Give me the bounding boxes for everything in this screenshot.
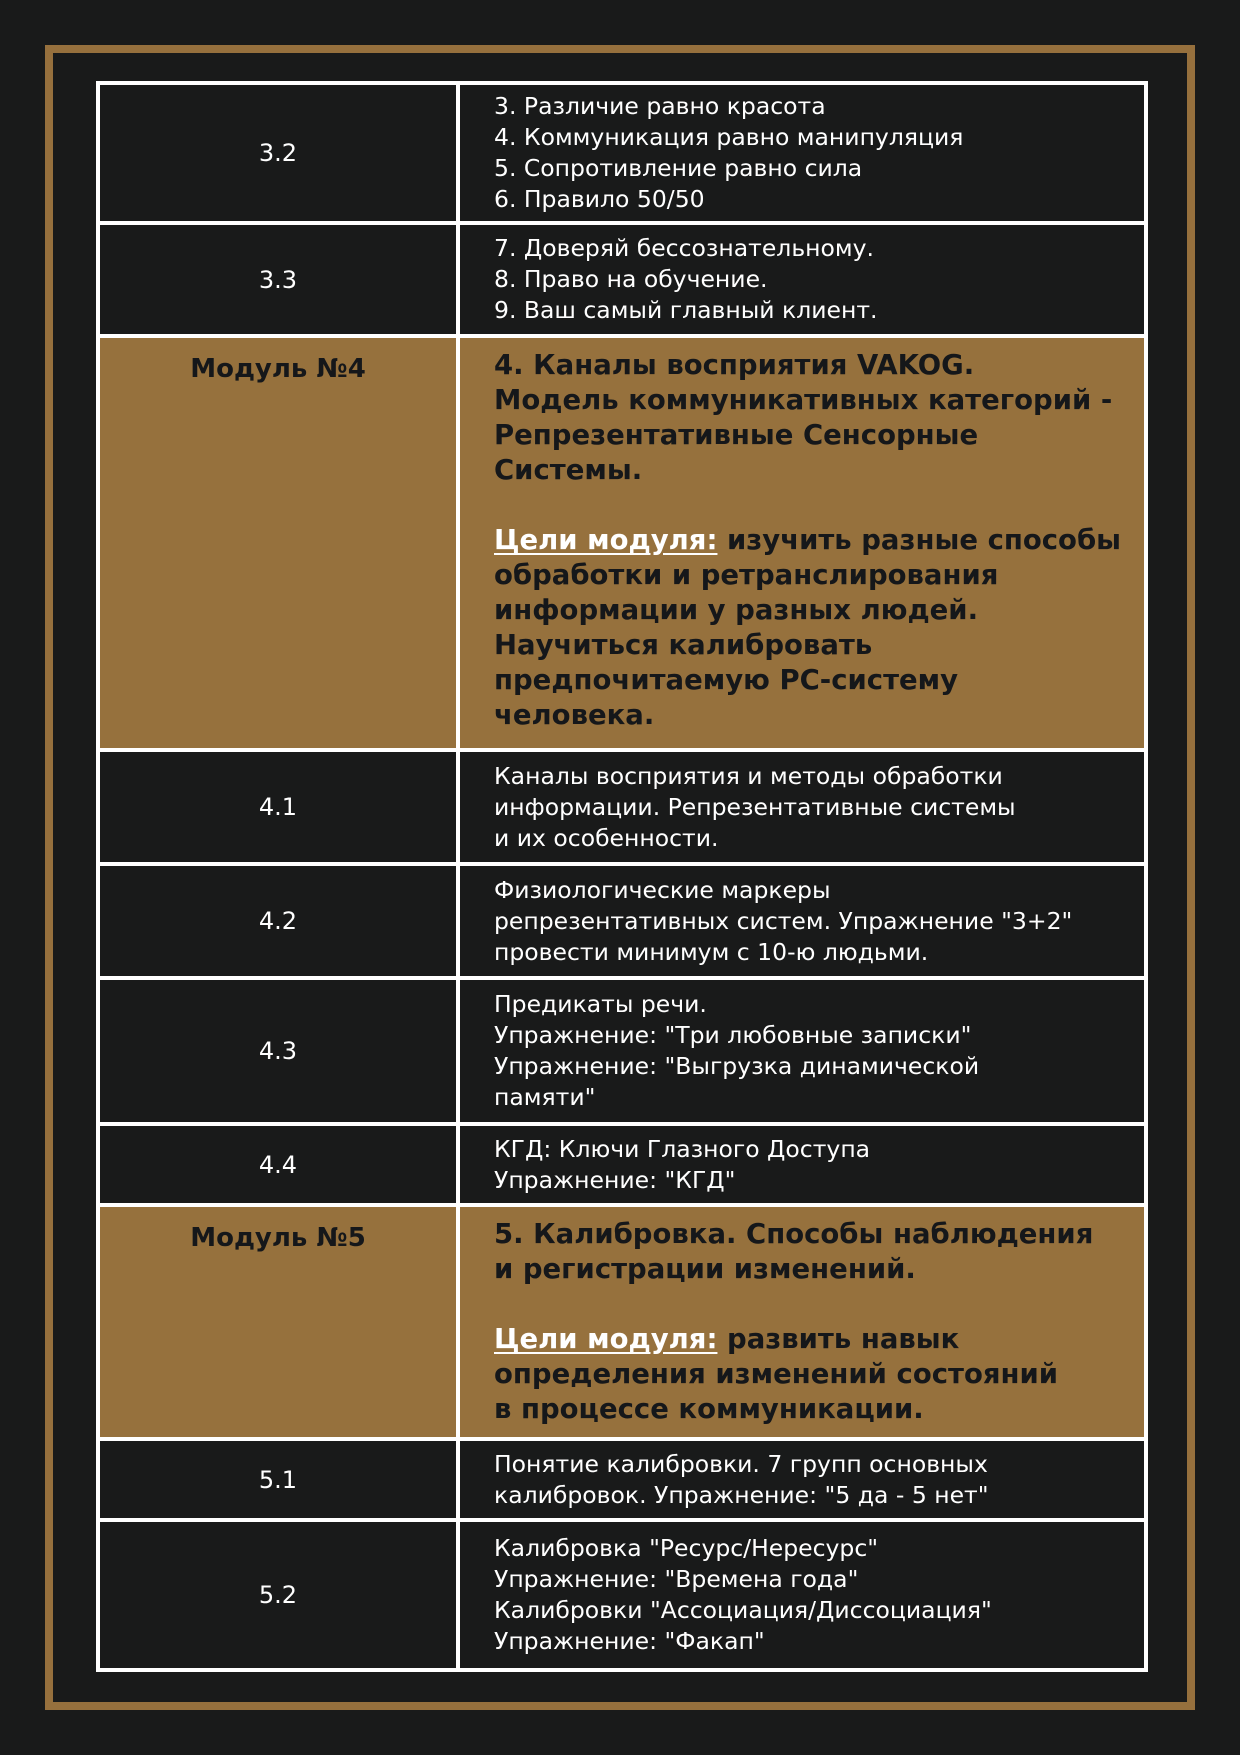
lesson-topics [458, 750, 1146, 864]
module-goals-label: Цели модуля: [494, 1323, 718, 1355]
topic-line: репрезентативных систем. Упражнение "3+2" [494, 906, 1073, 935]
module-title-line: 5. Калибровка. Способы наблюдения [494, 1218, 1094, 1250]
module-goals-line: в процессе коммуникации. [494, 1393, 924, 1425]
module-title-line: Модель коммуникативных категорий - [494, 384, 1113, 416]
topic-line: Упражнение: "КГД" [494, 1165, 736, 1194]
topic-line: информации. Репрезентативные системы [494, 792, 1016, 821]
topic-line: Предикаты речи. [494, 990, 707, 1018]
topic-line: памяти" [494, 1083, 596, 1111]
module-goals-label: Цели модуля: [494, 524, 718, 556]
topic-line: 6. Правило 50/50 [494, 185, 705, 213]
lesson-number: 4.1 [98, 750, 458, 864]
module-title-line: 4. Каналы восприятия VAKOG. [494, 349, 975, 381]
lesson-topics [458, 864, 1146, 978]
module-goals-line: Научиться калибровать [494, 629, 873, 661]
lesson-number: 4.2 [98, 864, 458, 978]
table-row [98, 83, 1146, 223]
module-goals-text: развить навык [717, 1323, 960, 1355]
lesson-topics [458, 223, 1146, 336]
module-row [98, 1205, 1146, 1439]
table-row [98, 1124, 1146, 1205]
module-label: Модуль №4 [98, 336, 458, 750]
topic-line: 7. Доверяй бессознательному. [494, 234, 875, 262]
table-row [98, 978, 1146, 1124]
lesson-number: 4.4 [98, 1124, 458, 1205]
table-row [98, 750, 1146, 864]
module-title-line: и регистрации изменений. [494, 1253, 916, 1285]
lesson-topics [458, 83, 1146, 223]
module-goals-line: определения изменений состояний [494, 1358, 1059, 1390]
lesson-topics [458, 978, 1146, 1124]
lesson-topics [458, 1124, 1146, 1205]
module-title-line: Системы. [494, 454, 643, 486]
module-title-line: Репрезентативные Сенсорные [494, 419, 979, 451]
lesson-number: 3.3 [98, 223, 458, 336]
lesson-number: 5.1 [98, 1439, 458, 1520]
topic-line: Упражнение: "Три любовные записки" [494, 1021, 972, 1049]
lesson-topics [458, 1439, 1146, 1520]
table-row [98, 223, 1146, 336]
topic-line: Физиологические маркеры [494, 875, 831, 904]
module-description [458, 336, 1146, 750]
module-row [98, 336, 1146, 750]
lesson-number: 4.3 [98, 978, 458, 1124]
module-goals-line: информации у разных людей. [494, 594, 979, 626]
lesson-number: 3.2 [98, 83, 458, 223]
module-goals-line: человека. [494, 699, 655, 731]
lesson-topics [458, 1520, 1146, 1670]
topic-line: КГД: Ключи Глазного Доступа [494, 1134, 871, 1163]
lesson-number: 5.2 [98, 1520, 458, 1670]
topic-line: Каналы восприятия и методы обработки [494, 761, 1003, 790]
topic-line: Упражнение: "Времена года" [494, 1565, 859, 1593]
topic-line: Понятие калибровки. 7 групп основных [494, 1449, 988, 1478]
module-label: Модуль №5 [98, 1205, 458, 1439]
topic-line: 3. Различие равно красота [494, 92, 826, 120]
topic-line: 8. Право на обучение. [494, 265, 768, 293]
topic-line: Калибровки "Ассоциация/Диссоциация" [494, 1596, 992, 1624]
topic-line: калибровок. Упражнение: "5 да - 5 нет" [494, 1480, 989, 1509]
module-goals-line: предпочитаемую РС-систему [494, 664, 959, 696]
topic-line: 5. Сопротивление равно сила [494, 154, 863, 182]
table-row [98, 1520, 1146, 1670]
topic-line: 4. Коммуникация равно манипуляция [494, 123, 964, 151]
topic-line: Калибровка "Ресурс/Нересурс" [494, 1534, 879, 1562]
topic-line: Упражнение: "Выгрузка динамической [494, 1052, 980, 1080]
table-row [98, 864, 1146, 978]
topic-line: и их особенности. [494, 823, 719, 852]
module-description [458, 1205, 1146, 1439]
module-goals-text: изучить разные способы [717, 524, 1122, 556]
program-table [96, 81, 1148, 1672]
table-row [98, 1439, 1146, 1520]
module-goals-line: обработки и ретранслирования [494, 559, 999, 591]
topic-line: 9. Ваш самый главный клиент. [494, 296, 878, 324]
topic-line: Упражнение: "Факап" [494, 1627, 765, 1655]
topic-line: провести минимум с 10-ю людьми. [494, 937, 929, 966]
